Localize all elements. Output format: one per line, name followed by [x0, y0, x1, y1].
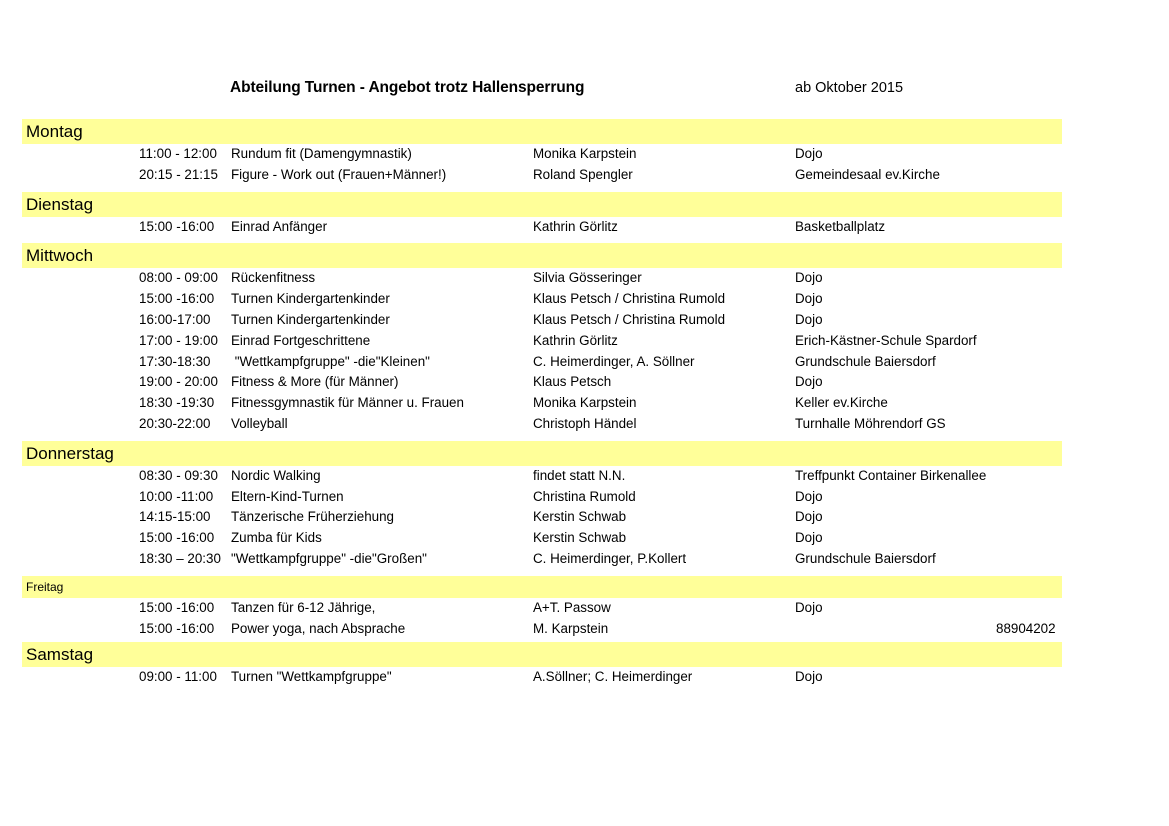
cell-location: Basketballplatz	[795, 218, 886, 234]
day-header-mittwoch	[22, 243, 1062, 268]
row-group-spacer	[0, 688, 1169, 694]
cell-time: 15:00 -16:00	[139, 599, 215, 615]
cell-time: 17:00 - 19:00	[139, 332, 218, 348]
cell-time: 09:00 - 11:00	[139, 669, 217, 685]
cell-time: 17:30-18:30	[139, 353, 211, 369]
cell-instructor: Christina Rumold	[533, 488, 636, 504]
day-block	[0, 243, 1169, 440]
cell-instructor: Kathrin Görlitz	[533, 218, 618, 234]
cell-location: Dojo	[795, 669, 823, 685]
day-label: Montag	[26, 122, 83, 141]
day-block	[0, 192, 1169, 244]
cell-location: Treffpunkt Container Birkenallee	[795, 467, 987, 483]
cell-instructor: Christoph Händel	[533, 415, 637, 431]
table-row	[0, 289, 1169, 310]
cell-time: 20:30-22:00	[139, 415, 211, 431]
table-row	[0, 507, 1169, 528]
day-label: Freitag	[26, 579, 64, 594]
cell-location: Turnhalle Möhrendorf GS	[795, 415, 946, 431]
cell-time: 19:00 - 20:00	[139, 374, 218, 390]
table-row	[0, 144, 1169, 165]
cell-instructor: A+T. Passow	[533, 599, 611, 615]
cell-instructor: findet statt N.N.	[533, 467, 626, 483]
cell-instructor: Kathrin Görlitz	[533, 332, 618, 348]
cell-time: 16:00-17:00	[139, 311, 211, 327]
cell-instructor: M. Karpstein	[533, 620, 609, 636]
table-row	[0, 268, 1169, 289]
cell-instructor: C. Heimerdinger, P.Kollert	[533, 550, 687, 566]
day-rows	[0, 144, 1169, 186]
cell-activity: Volleyball	[231, 415, 288, 431]
cell-time: 14:15-15:00	[139, 509, 211, 525]
day-label: Mittwoch	[26, 246, 94, 266]
day-rows	[0, 217, 1169, 238]
cell-activity: Fitness & More (für Männer)	[231, 374, 399, 390]
cell-activity: Turnen Kindergartenkinder	[231, 311, 390, 327]
day-label: Donnerstag	[26, 443, 114, 463]
day-header-freitag	[22, 576, 1062, 598]
cell-time: 11:00 - 12:00	[139, 146, 217, 161]
table-row	[0, 310, 1169, 331]
cell-instructor: Klaus Petsch / Christina Rumold	[533, 291, 726, 307]
cell-activity: Nordic Walking	[231, 467, 321, 483]
day-rows	[0, 268, 1169, 434]
cell-location: Erich-Kästner-Schule Spardorf	[795, 332, 977, 348]
cell-activity: Einrad Fortgeschrittene	[231, 332, 371, 348]
cell-time: 15:00 -16:00	[139, 218, 215, 234]
day-header-donnerstag	[22, 441, 1062, 466]
cell-time: 08:00 - 09:00	[139, 270, 218, 286]
day-block	[0, 576, 1169, 643]
cell-activity: Zumba für Kids	[231, 530, 322, 546]
cell-location: Dojo	[795, 291, 823, 307]
document-header	[0, 78, 1169, 102]
table-row	[0, 487, 1169, 508]
cell-instructor: Klaus Petsch / Christina Rumold	[533, 311, 726, 327]
cell-location: Grundschule Baiersdorf	[795, 353, 936, 369]
day-label: Dienstag	[26, 194, 94, 214]
cell-location: Dojo	[795, 599, 823, 615]
cell-activity: "Wettkampfgruppe" -die"Großen"	[231, 550, 427, 566]
day-rows	[0, 667, 1169, 688]
day-label: Samstag	[26, 645, 94, 665]
cell-location: Dojo	[795, 374, 823, 390]
cell-location: Dojo	[795, 311, 823, 327]
table-row	[0, 372, 1169, 393]
cell-location: Dojo	[795, 146, 823, 161]
cell-time: 15:00 -16:00	[139, 530, 215, 546]
cell-location: Dojo	[795, 488, 823, 504]
table-row	[0, 528, 1169, 549]
cell-location: Dojo	[795, 270, 823, 286]
day-rows	[0, 598, 1169, 640]
cell-time: 18:30 – 20:30	[139, 550, 221, 566]
table-row	[0, 414, 1169, 435]
cell-phone: 88904202	[996, 620, 1056, 636]
cell-time: 15:00 -16:00	[139, 620, 215, 636]
cell-instructor: Roland Spengler	[533, 166, 633, 182]
cell-instructor: Kerstin Schwab	[533, 530, 627, 546]
cell-activity: "Wettkampfgruppe" -die"Kleinen"	[231, 353, 430, 369]
cell-activity: Rückenfitness	[231, 270, 316, 286]
cell-time: 18:30 -19:30	[139, 395, 215, 411]
cell-activity: Eltern-Kind-Turnen	[231, 488, 344, 504]
cell-activity: Figure - Work out (Frauen+Männer!)	[231, 166, 447, 182]
cell-activity: Tanzen für 6-12 Jährige,	[231, 599, 376, 615]
cell-instructor: Silvia Gösseringer	[533, 270, 642, 286]
table-row	[0, 393, 1169, 414]
cell-activity: Einrad Anfänger	[231, 218, 328, 234]
cell-location: Gemeindesaal ev.Kirche	[795, 166, 940, 182]
day-block	[0, 119, 1169, 192]
cell-activity: Turnen Kindergartenkinder	[231, 291, 390, 307]
table-row	[0, 217, 1169, 238]
page-title: Abteilung Turnen - Angebot trotz Hallensperrung	[230, 79, 585, 96]
cell-time: 10:00 -11:00	[139, 488, 214, 504]
table-row	[0, 667, 1169, 688]
cell-activity: Tänzerische Früherziehung	[231, 509, 395, 525]
cell-activity: Rundum fit (Damengymnastik)	[231, 146, 412, 161]
day-block	[0, 642, 1169, 694]
cell-time: 15:00 -16:00	[139, 291, 215, 307]
cell-location: Dojo	[795, 509, 823, 525]
cell-instructor: Monika Karpstein	[533, 146, 637, 161]
table-row	[0, 165, 1169, 186]
schedule-table	[0, 119, 1169, 694]
table-row	[0, 598, 1169, 619]
cell-location: Dojo	[795, 530, 823, 546]
cell-time: 08:30 - 09:30	[139, 467, 218, 483]
cell-time: 20:15 - 21:15	[139, 166, 218, 182]
table-row	[0, 331, 1169, 352]
day-header-samstag	[22, 642, 1062, 667]
cell-location: Keller ev.Kirche	[795, 395, 888, 411]
cell-instructor: Klaus Petsch	[533, 374, 612, 390]
day-header-dienstag	[22, 192, 1062, 217]
cell-location: Grundschule Baiersdorf	[795, 550, 936, 566]
table-row	[0, 466, 1169, 487]
validity-date-note: ab Oktober 2015	[795, 80, 904, 96]
cell-instructor: Kerstin Schwab	[533, 509, 627, 525]
cell-instructor: C. Heimerdinger, A. Söllner	[533, 353, 695, 369]
table-row	[0, 352, 1169, 373]
table-row	[0, 619, 1169, 640]
day-rows	[0, 466, 1169, 570]
cell-activity: Power yoga, nach Absprache	[231, 620, 406, 636]
day-block	[0, 441, 1169, 576]
cell-activity: Fitnessgymnastik für Männer u. Frauen	[231, 395, 464, 411]
cell-instructor: Monika Karpstein	[533, 395, 637, 411]
cell-activity: Turnen "Wettkampfgruppe"	[231, 669, 392, 685]
table-row	[0, 549, 1169, 570]
day-header-montag	[22, 119, 1062, 144]
cell-instructor: A.Söllner; C. Heimerdinger	[533, 669, 693, 685]
